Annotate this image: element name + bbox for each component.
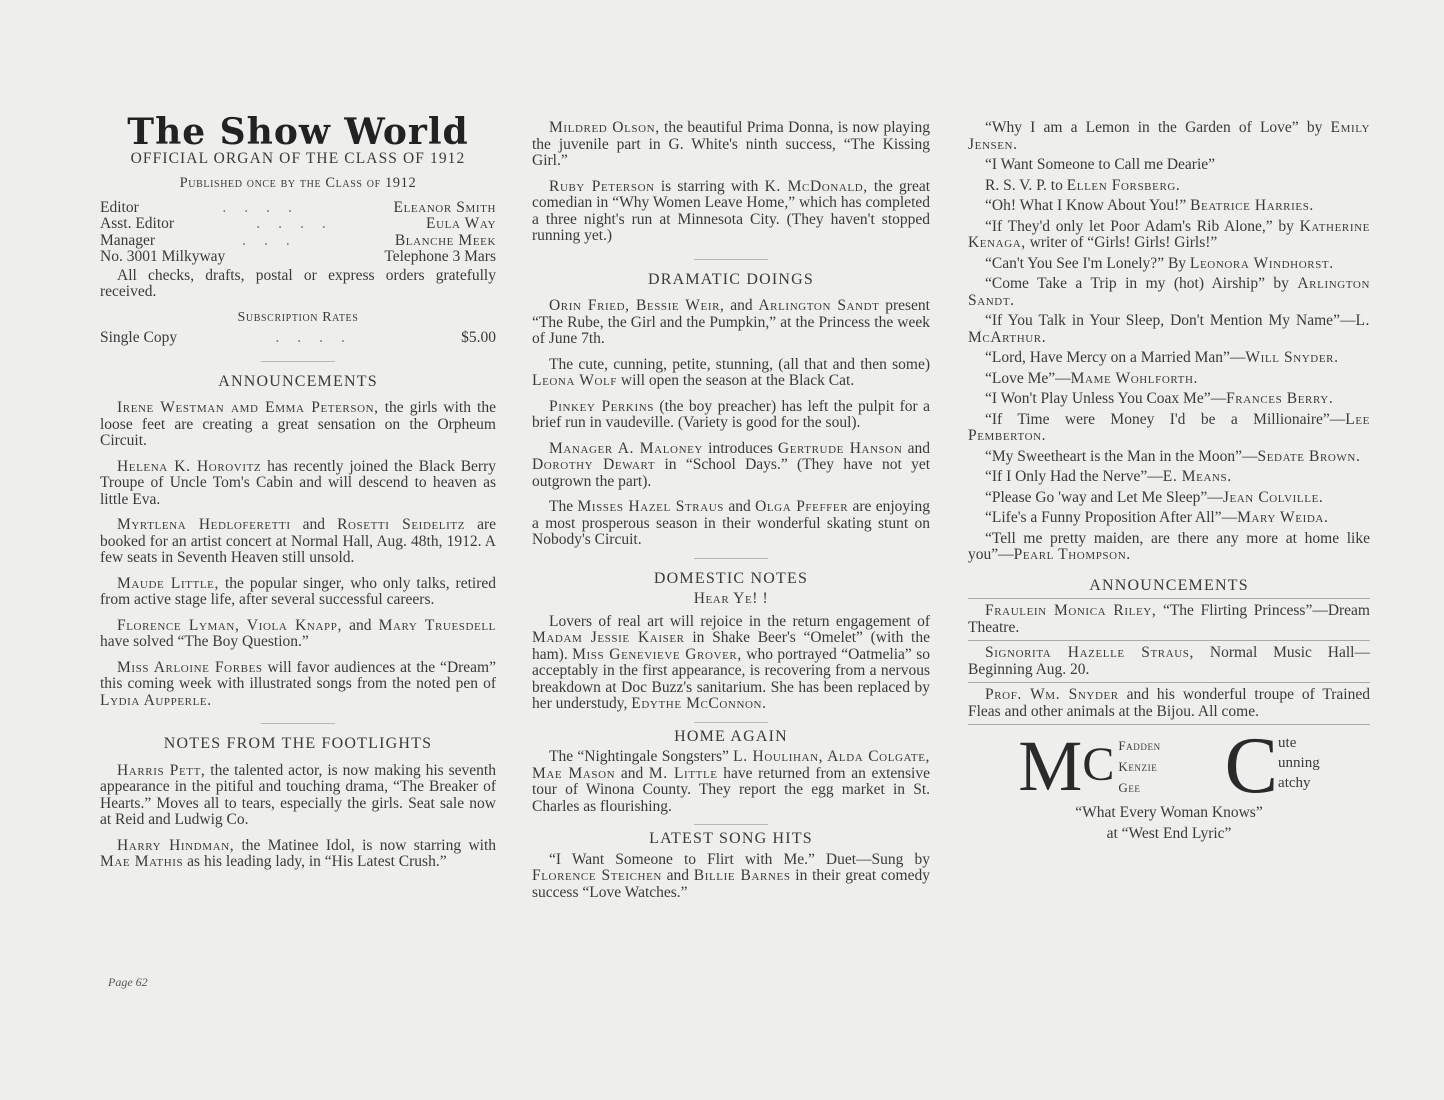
divider [968, 724, 1370, 725]
song-item: “Come Take a Trip in my (hot) Airship” by Arlington Sandt. [968, 275, 1370, 309]
announcement2-item: Prof. Wm. Snyder and his wonderful troupe of Trained Fleas and other animals at the Bijou. All come. [968, 682, 1370, 720]
leader-dots: .... [222, 199, 310, 216]
staff-row [100, 249, 496, 266]
announcement-item: Florence Lyman, Viola Knapp, and Mary Truesdell have solved “The Boy Question.” [100, 616, 496, 650]
divider [694, 259, 768, 260]
single-copy-label: Single Copy [100, 329, 178, 346]
ccc-monogram [1224, 722, 1320, 810]
song-item: “Tell me pretty maiden, are there any more at home like you”—Pearl Thompson. [968, 529, 1370, 563]
song-item: “If They'd only let Poor Adam's Rib Alone,” by Katherine Kenaga, writer of “Girls! Girls! Girls!” [968, 217, 1370, 251]
news-item: Ruby Peterson is starring with K. McDonald, the great comedian in “Why Women Leave Home,” which has completed a three night's run at Minnesota City. (They haven't stopped running yet.) [532, 177, 931, 244]
announcement-item: Irene Westman amd Emma Peterson, the girls with the loose feet are creating a great sensation on the Orpheum Circuit. [100, 399, 496, 449]
leader-dots: .... [275, 330, 363, 346]
news-item: Mildred Olson, the beautiful Prima Donna, is now playing the juvenile part in G. White's ninth success, “The Kissing Girl.” [532, 119, 930, 169]
divider [694, 558, 768, 559]
songs-heading: LATEST SONG HITS [649, 830, 813, 847]
big-c2-letter: C [1224, 722, 1279, 810]
subscription-heading: Subscription Rates [237, 309, 359, 325]
song-item: “Life's a Funny Proposition After All”—Mary Weida. [985, 509, 1329, 526]
dramatic-item: Pinkey Perkins (the boy preacher) has left the pulpit for a brief run in vaudeville. (Variety is good for the soul). [532, 397, 930, 431]
leader-dots: ... [242, 232, 308, 249]
announcement2-item: Signorita Hazelle Straus, Normal Music Hall—Beginning Aug. 20. [968, 640, 1370, 678]
song-item: “If I Only Had the Nerve”—E. Means. [985, 468, 1232, 485]
staff-name: Blanche Meek [394, 231, 496, 249]
masthead-title: The Show World [127, 111, 469, 153]
domestic-heading: DOMESTIC NOTES [653, 569, 809, 587]
song-item: “My Sweetheart is the Man in the Moon”—Sedate Brown. [985, 447, 1361, 465]
song-item: “Please Go 'way and Let Me Sleep”—Jean Colville. [985, 488, 1324, 506]
song-item: “If You Talk in Your Sleep, Don't Mention My Name”—L. McArthur. [968, 312, 1370, 346]
footlights-item: Harris Pett, the talented actor, is now making his seventh appearance in the pitiful and touching drama, “The Breaker of Hearts.” Moves all to tears, especially the girls. Seat sale now at Reid and Ludwig Co. [100, 761, 496, 828]
divider [694, 722, 768, 723]
footlights-item: Harry Hindman, the Matinee Idol, is now starring with Mae Mathis as his leading lady, in “His Latest Crush.” [100, 836, 496, 870]
staff-role: Manager [100, 231, 156, 249]
checks-note: All checks, drafts, postal or express orders gratefully received. [100, 266, 496, 300]
staff-row [100, 200, 496, 217]
tagline-2: at “West End Lyric” [1106, 824, 1232, 842]
column-1 [100, 111, 497, 880]
staff-row [100, 216, 496, 233]
published-line: Published once by the Class of 1912 [179, 175, 417, 191]
single-copy-price: $5.00 [461, 329, 496, 346]
dramatic-item: Manager A. Maloney introduces Gertrude Hanson and Dorothy Dewart in “School Days.” (They have not yet outgrown the part). [532, 439, 930, 490]
song-item: “Oh! What I Know About You!” Beatrice Harries. [985, 197, 1314, 214]
divider [261, 723, 335, 724]
single-copy-row [100, 330, 496, 347]
song-item: “Lord, Have Mercy on a Married Man”—Will Snyder. [985, 349, 1339, 366]
song-item: “I Want Someone to Call me Dearie” [985, 156, 1216, 173]
staff-name: Eleanor Smith [393, 198, 496, 216]
staff-name: Telephone 3 Mars [384, 248, 496, 265]
mc-line: Fadden [1118, 737, 1161, 753]
page-number: Page 62 [108, 975, 148, 989]
mc-lines [1118, 735, 1160, 798]
staff-role: Editor [100, 198, 139, 216]
mcfadden-logo [968, 722, 1370, 810]
staff-role: No. 3001 Milkyway [100, 248, 226, 265]
announcement-item: Myrtlena Hedloferetti and Rosetti Seidelitz are booked for an artist concert at Normal Hall, Aug. 48th, 1912. A few seats in Seventh Heaven still unsold. [100, 516, 496, 566]
dramatic-item: The cute, cunning, petite, stunning, (all that and then some) Leona Wolf will open the season at the Black Cat. [532, 355, 930, 389]
footlights-heading: NOTES FROM THE FOOTLIGHTS [163, 735, 433, 752]
announcement2-item: Fraulein Monica Riley, “The Flirting Princess”—Dream Theatre. [968, 598, 1370, 636]
song-item: “If Time were Money I'd be a Millionaire”—Lee Pemberton. [968, 410, 1370, 444]
home-item: The “Nightingale Songsters” L. Houlihan, Alda Colgate, Mae Mason and M. Little have returned from an extensive tour of Winona County. They report the egg market in St. Charles as flourishing. [532, 748, 930, 815]
domestic-item: Lovers of real art will rejoice in the return engagement of Madam Jessie Kaiser in Shake Beer's “Omelet” (with the ham). Miss Genevieve Grover, who portrayed “Oatmelia” so acceptably in the first appearance, is recovering from a nervous breakdown at Doc Buzz's sanitarium. She has been replaced by her understudy, Edythe McConnon. [532, 612, 930, 712]
dramatic-item: Orin Fried, Bessie Weir, and Arlington Sandt present “The Rube, the Girl and the Pumpkin,” at the Princess the week of June 7th. [532, 297, 930, 347]
song-item: “I Want Someone to Flirt with Me.” Duet—Sung by Florence Steichen and Billie Barnes in their great comedy success “Love Watches.” [532, 850, 930, 901]
column-3 [968, 120, 1370, 842]
announcement-item: Maude Little, the popular singer, who only talks, retired from active stage life, after several successful careers. [100, 574, 496, 608]
announcements2-heading: ANNOUNCEMENTS [1089, 576, 1249, 594]
big-m-letter: M [1018, 725, 1083, 806]
domestic-subheading: Hear Ye! ! [693, 590, 769, 607]
announcement-item: Helena K. Horovitz has recently joined the Black Berry Troupe of Uncle Tom's Cabin and will descend to heaven as little Eva. [100, 457, 497, 508]
ccc-line: unning [1278, 755, 1320, 771]
song-item: “Can't You See I'm Lonely?” By Leonora Windhorst. [985, 254, 1334, 272]
announcements-heading: ANNOUNCEMENTS [218, 372, 378, 390]
dramatic-heading: DRAMATIC DOINGS [647, 270, 814, 288]
ccc-line: ute [1278, 735, 1297, 751]
song-item: “I Won't Play Unless You Coax Me”—Frances Berry. [985, 390, 1334, 407]
song-item: “Love Me”—Mame Wohlforth. [985, 369, 1198, 387]
song-item: R. S. V. P. to Ellen Forsberg. [985, 176, 1181, 194]
song-item: “Why I am a Lemon in the Garden of Love” by Emily Jensen. [968, 119, 1370, 153]
mc-monogram [1018, 725, 1161, 806]
staff-row [100, 233, 496, 250]
mc-line: Kenzie [1118, 758, 1158, 774]
ccc-line: atchy [1278, 775, 1311, 791]
mc-line: Gee [1118, 779, 1141, 795]
column-2 [532, 120, 930, 910]
staff-role: Asst. Editor [100, 215, 175, 232]
announcement-item: Miss Arloine Forbes will favor audiences at the “Dream” this coming week with illustrated songs from the noted pen of Lydia Aupperle. [100, 658, 496, 709]
big-c-letter: C [1082, 737, 1115, 791]
home-heading: HOME AGAIN [674, 727, 788, 745]
staff-list [100, 200, 496, 266]
ccc-lines [1278, 731, 1320, 793]
leader-dots: .... [256, 216, 344, 232]
dramatic-item: The Misses Hazel Straus and Olga Pfeffer are enjoying a most prosperous season in their wonderful skating stunt on Nobody's Circuit. [532, 498, 930, 548]
divider [261, 361, 335, 362]
divider [694, 824, 768, 825]
tagline-1: “What Every Woman Knows” [1075, 804, 1263, 821]
staff-name: Eula Way [426, 215, 496, 232]
official-organ-line: OFFICIAL ORGAN OF THE CLASS OF 1912 [130, 149, 466, 167]
